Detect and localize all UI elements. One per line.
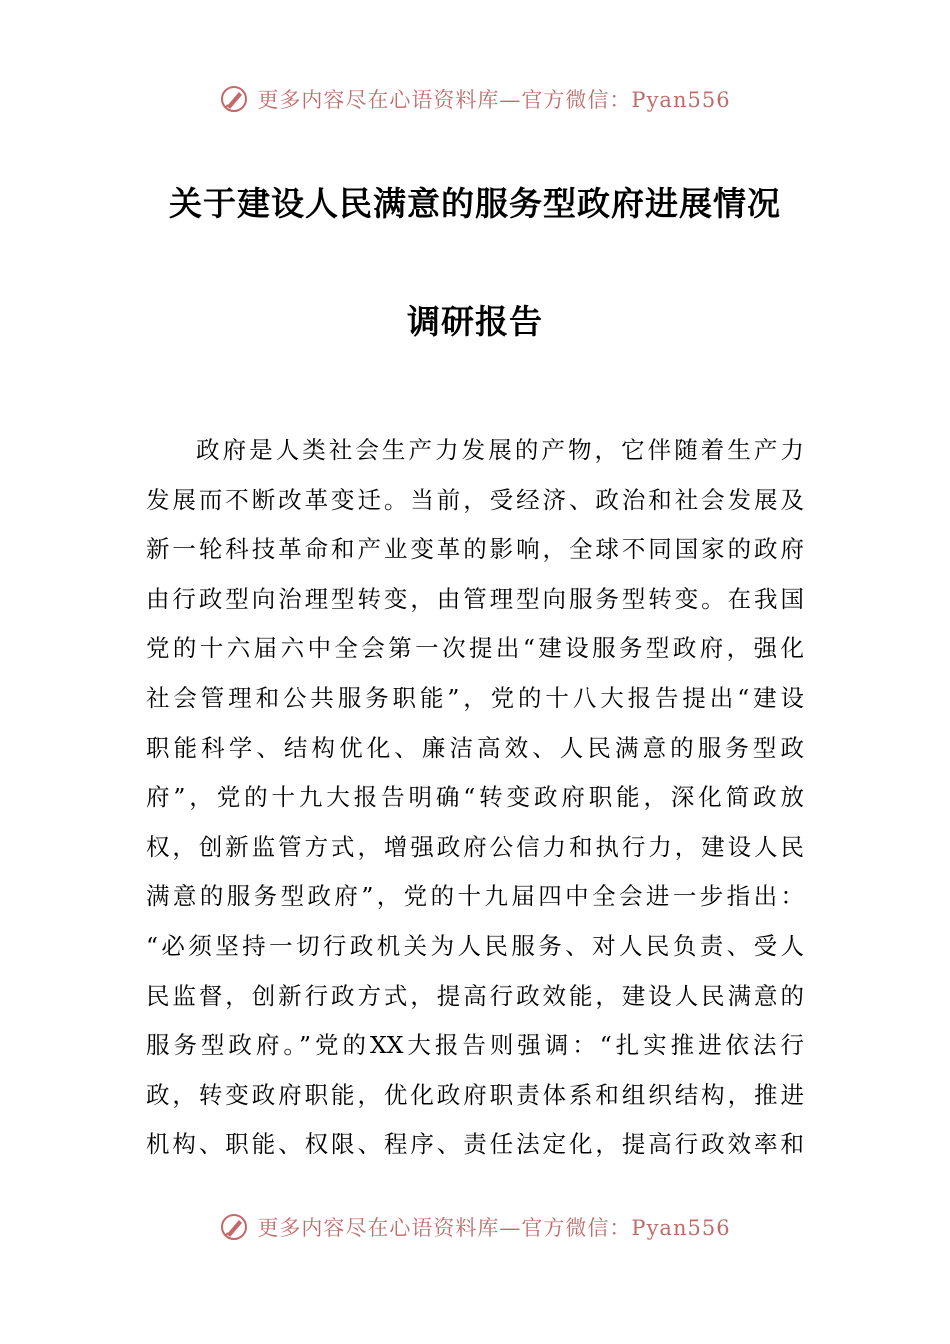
body-line: 服务型政府。”党的XX大报告则强调：“扎实推进依法行 bbox=[146, 1031, 804, 1060]
document-title-line-1: 关于建设人民满意的服务型政府进展情况 bbox=[169, 184, 781, 223]
body-line: 新一轮科技革命和产业变革的影响，全球不同国家的政府 bbox=[146, 535, 804, 564]
watermark-text: 更多内容尽在心语资料库—官方微信：Pyan556 bbox=[257, 1216, 731, 1240]
body-line: 社会管理和公共服务职能”，党的十八大报告提出“建设 bbox=[146, 683, 804, 712]
pen-logo-icon bbox=[219, 1212, 249, 1242]
body-line: 政，转变政府职能，优化政府职责体系和组织结构，推进 bbox=[146, 1080, 804, 1109]
body-line: 机构、职能、权限、程序、责任法定化，提高行政效率和 bbox=[146, 1130, 804, 1159]
body-line: 职能科学、结构优化、廉洁高效、人民满意的服务型政 bbox=[146, 733, 804, 762]
body-paragraph bbox=[146, 430, 804, 1174]
body-line: 民监督，创新行政方式，提高行政效能，建设人民满意的 bbox=[146, 981, 804, 1010]
body-line: 发展而不断改革变迁。当前，受经济、政治和社会发展及 bbox=[146, 485, 804, 514]
body-line: 党的十六届六中全会第一次提出“建设服务型政府，强化 bbox=[146, 634, 804, 663]
watermark-text: 更多内容尽在心语资料库—官方微信：Pyan556 bbox=[257, 88, 731, 112]
body-line: “必须坚持一切行政机关为人民服务、对人民负责、受人 bbox=[146, 931, 804, 960]
body-line: 满意的服务型政府”，党的十九届四中全会进一步指出： bbox=[146, 882, 804, 911]
body-line: 权，创新监管方式，增强政府公信力和执行力，建设人民 bbox=[146, 832, 804, 861]
watermark-header bbox=[0, 84, 950, 114]
pen-logo-icon bbox=[219, 84, 249, 114]
body-line: 政府是人类社会生产力发展的产物，它伴随着生产力 bbox=[196, 436, 804, 464]
body-line: 由行政型向治理型转变，由管理型向服务型转变。在我国 bbox=[146, 584, 804, 613]
body-line: 府”，党的十九大报告明确“转变政府职能，深化简政放 bbox=[146, 783, 804, 812]
watermark-footer bbox=[0, 1212, 950, 1242]
document-title-line-2: 调研报告 bbox=[407, 302, 543, 341]
